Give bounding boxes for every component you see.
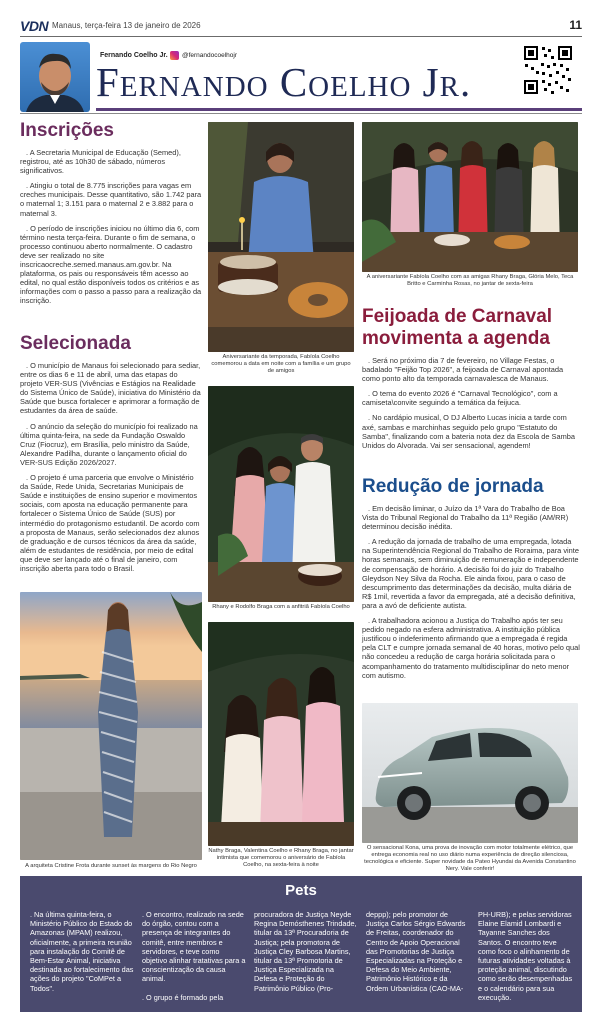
paragraph: . O município de Manaus foi selecionado para sediar, entre os dias 6 e 11 de abril, uma das etapas do projeto VER-SUS (Vivências e Estágios na Realidade do Sistema Único de Saúde), iniciativa do Ministério da Saúde que busca fortalecer e aprimorar a formação de estudantes da área de saúde. [20,361,201,416]
pets-column-1: . Na última quinta-feira, o Ministério Público do Estado do Amazonas (MPAM) realizou, oficialmente, a primeira reunião para instalação do Comitê de Bem-Estar Animal, iniciativa destinada ao fortalecimento das ações do projeto "CoMPet a Todos". [30,910,134,993]
paragraph: . O tema do evento 2026 é "Carnaval Tecnológico", com a camiseta\convite seguindo a temática da feijuca. [362,389,558,408]
caption-rhany: Rhany e Rodolfo Braga com a anfitriã Fabíola Coelho [212,604,350,610]
dateline: Manaus, terça-feira 13 de janeiro de 2026 [52,21,201,30]
reducao-section [362,476,580,680]
top-rule [20,36,582,37]
photo-cristine-sunset [20,592,202,860]
paragraph: . A trabalhadora acionou a Justiça do Trabalho após ter seu pedido negado na esfera administrativa. A instituição pública justificou o indeferimento afirmando que a empregada é regida pela CLT e cumpre jornada semanal de 40 horas, motivo pelo qual não concedeu a redução de carga horária solicitada para o acompanhamento do tratamento multidisciplinar do neto menor com autismo. [362,616,580,680]
caption-group: A aniversariante Fabíola Coelho com as amigas Rhany Braga, Glória Melo, Teca Britto e Carminha Rosas, no jantar de sexta-feira [366,274,574,287]
photo-fabiola-cake [208,122,354,352]
paragraph: . O projeto é uma parceria que envolve o Ministério da Saúde, Rede Unida, Secretarias Municipais de Saúde e instituições de ensino superior e movimentos sociais, com aposta na educação permanente para fortalecer o Sistema Único de Saúde (SUS) por intermédio do protagonismo estudantil. De acordo com a proposta de Manaus, serão selecionados dez alunos de graduação e de cursos técnicos da área da saúde, além de estudantes de residência, por meio de edital que deve ser lançado até o final de janeiro, com inscrição aberta para todo o Brasil. [20,473,200,573]
section-title: Redução de jornada [362,476,544,497]
instagram-handle: @fernandocoelhojr [182,52,238,59]
columnist-avatar [20,42,90,112]
photo-group-friends [362,122,578,272]
pets-column-3: procuradora de Justiça Neyde Regina Demósthenes Trindade, titular da 13ª Procuradoria de Justiça; pela promotora de Justiça Cley Barbosa Martins, titular da 13ª Promotoria de Justiça Especializada na Defesa e Proteção do Patrimônio Público (Pro- [254,910,357,993]
pets-column-4: deppp); pelo promotor de Justiça Carlos Sérgio Edwards de Freitas, coordenador do Centro de Apoio Operacional das Promotorias de Justiça Especializadas na Proteção e Defesa do Meio Ambiente, Patrimônio Histórico e da Ordem Urbanística (CAO-MA- [366,910,466,993]
paragraph: . A redução da jornada de trabalho de uma empregada, lotada na Superintendência Regional do Trabalho de Roraima, para vinte horas semanais, sem diminuição de remuneração e independente de compensação de horário. A decisão foi do juiz do Trabalho Gleydson Ney Silva da Rocha. Ele ainda fixou, para o caso de descumprimento das determinações da decisão, multa diária de R$ 1mil, revertida a favor da empregada, até a decisão definitiva, para a avó de deficiente autista. [362,537,579,610]
section-title: Selecionada [20,333,131,354]
pets-column-5: PH-URB); e pelas servidoras Elaine Elamid Lombardi e Tayanne Sanches dos Santos. O encontro teve como foco o alinhamento de futuras atividades voltadas à proteção animal, discutindo como serão desempenhadas e o calendário para sua execução. [478,910,573,1002]
pets-section [20,876,582,1012]
paragraph: . Será no próximo dia 7 de fevereiro, no Village Festas, o badalado "Feijão Top 2026", a feijoada de Carnaval apontada como ponto alto da temporada carnavalesca de Manaus. [362,356,564,384]
pets-column-2: . O encontro, realizado na sede do órgão, contou com a presença de integrantes do comitê, entre membros e servidores, e teve como objetivo alinhar tratativas para a conscientização da causa animal. . O grupo é formado pela [142,910,246,1002]
page-number: 11 [569,18,582,32]
paragraph: . Em decisão liminar, o Juízo da 1ª Vara do Trabalho de Boa Vista do Tribunal Regional do Trabalho da 11ª Região (AM/RR) determinou decisão inédita. [362,504,569,532]
caption-cristine: A arquiteta Cristine Frota durante sunset às margens do Rio Negro [25,863,197,869]
section-title: Feijoada de Carnaval movimenta a agenda [362,306,553,349]
caption-nathy: Nathy Braga, Valentina Coelho e Rhany Braga, no jantar intimista que comemorou o aniversário de Fabíola Coelho, na sexta-feira à noite [208,848,354,868]
masthead-rule [96,108,582,111]
byline: Fernando Coelho Jr. [100,52,168,59]
section-title: Inscrições [20,120,114,141]
paragraph: . A Secretaria Municipal de Educação (Semed), registrou, até as 10h30 de sábado, números significativos. [20,148,181,176]
paragraph: . O período de inscrições iniciou no último dia 6, com término nesta terça-feira. Durante o fim de semana, o processo continuou aberto normalmente. O cadastro deve ser realizado no site inscricaocreche.semed.manaus.am.gov.br. Na plataforma, os pais ou responsáveis têm acesso ao edital, no qual estão disponíveis todos os critérios e as informações com o passo a passo para a realização da inscrição. [20,223,202,306]
paragraph: . O anúncio da seleção do município foi realizado na última quinta-feira, na sede da Fundação Oswaldo Cruz (Fiocruz), em Brasília, pelo ministro da Saúde, Alexandre Padilha, durante o lançamento oficial do VER-SUS Edição 2026/2027. [20,421,198,467]
qr-code[interactable] [522,44,574,96]
photo-nathy-valentina-rhany [208,622,354,846]
inscricoes-section [20,120,202,306]
newspaper-logo: VDN [20,18,49,34]
caption-car: O sensacional Kona, uma prova de inovação com motor totalmente elétrico, que entrega economia real no uso diário numa experiência de direção silenciosa, tecnológica e eficiente. Super novidade da Pateo Hyundai da Avenida Constantino Nery. Vale conferir! [364,845,576,872]
feijoada-section [362,306,580,450]
photo-hyundai-kona [362,703,578,843]
caption-fabiola-cake: Aniversariante da temporada, Fabíola Coelho comemorou a data em noite com a família e um grupo de amigos [211,354,351,374]
top-bar [20,18,582,36]
masthead-title: Fernando Coelho Jr. [96,59,472,105]
header-bottom-rule [20,113,582,114]
paragraph: . No cardápio musical, O DJ Alberto Lucas inicia a tarde com axé, sambas e marchinhas seguido pelo grupo "Estatuto do Samba", finalizando com a bateria nota dez da Escola de Samba Unidos do Alvorada. Vai ser sensacional, agendem! [362,413,575,450]
pets-title: Pets [285,882,317,899]
paragraph: . Atingiu o total de 8.775 inscrições para vagas em creches municipais. Desse quantitativo, são 1.742 para o maternal 1; 3.151 para o maternal 2 e 3.882 para o maternal 3. [20,181,202,218]
photo-rhany-rodolfo [208,386,354,602]
selecionada-section [20,333,202,573]
